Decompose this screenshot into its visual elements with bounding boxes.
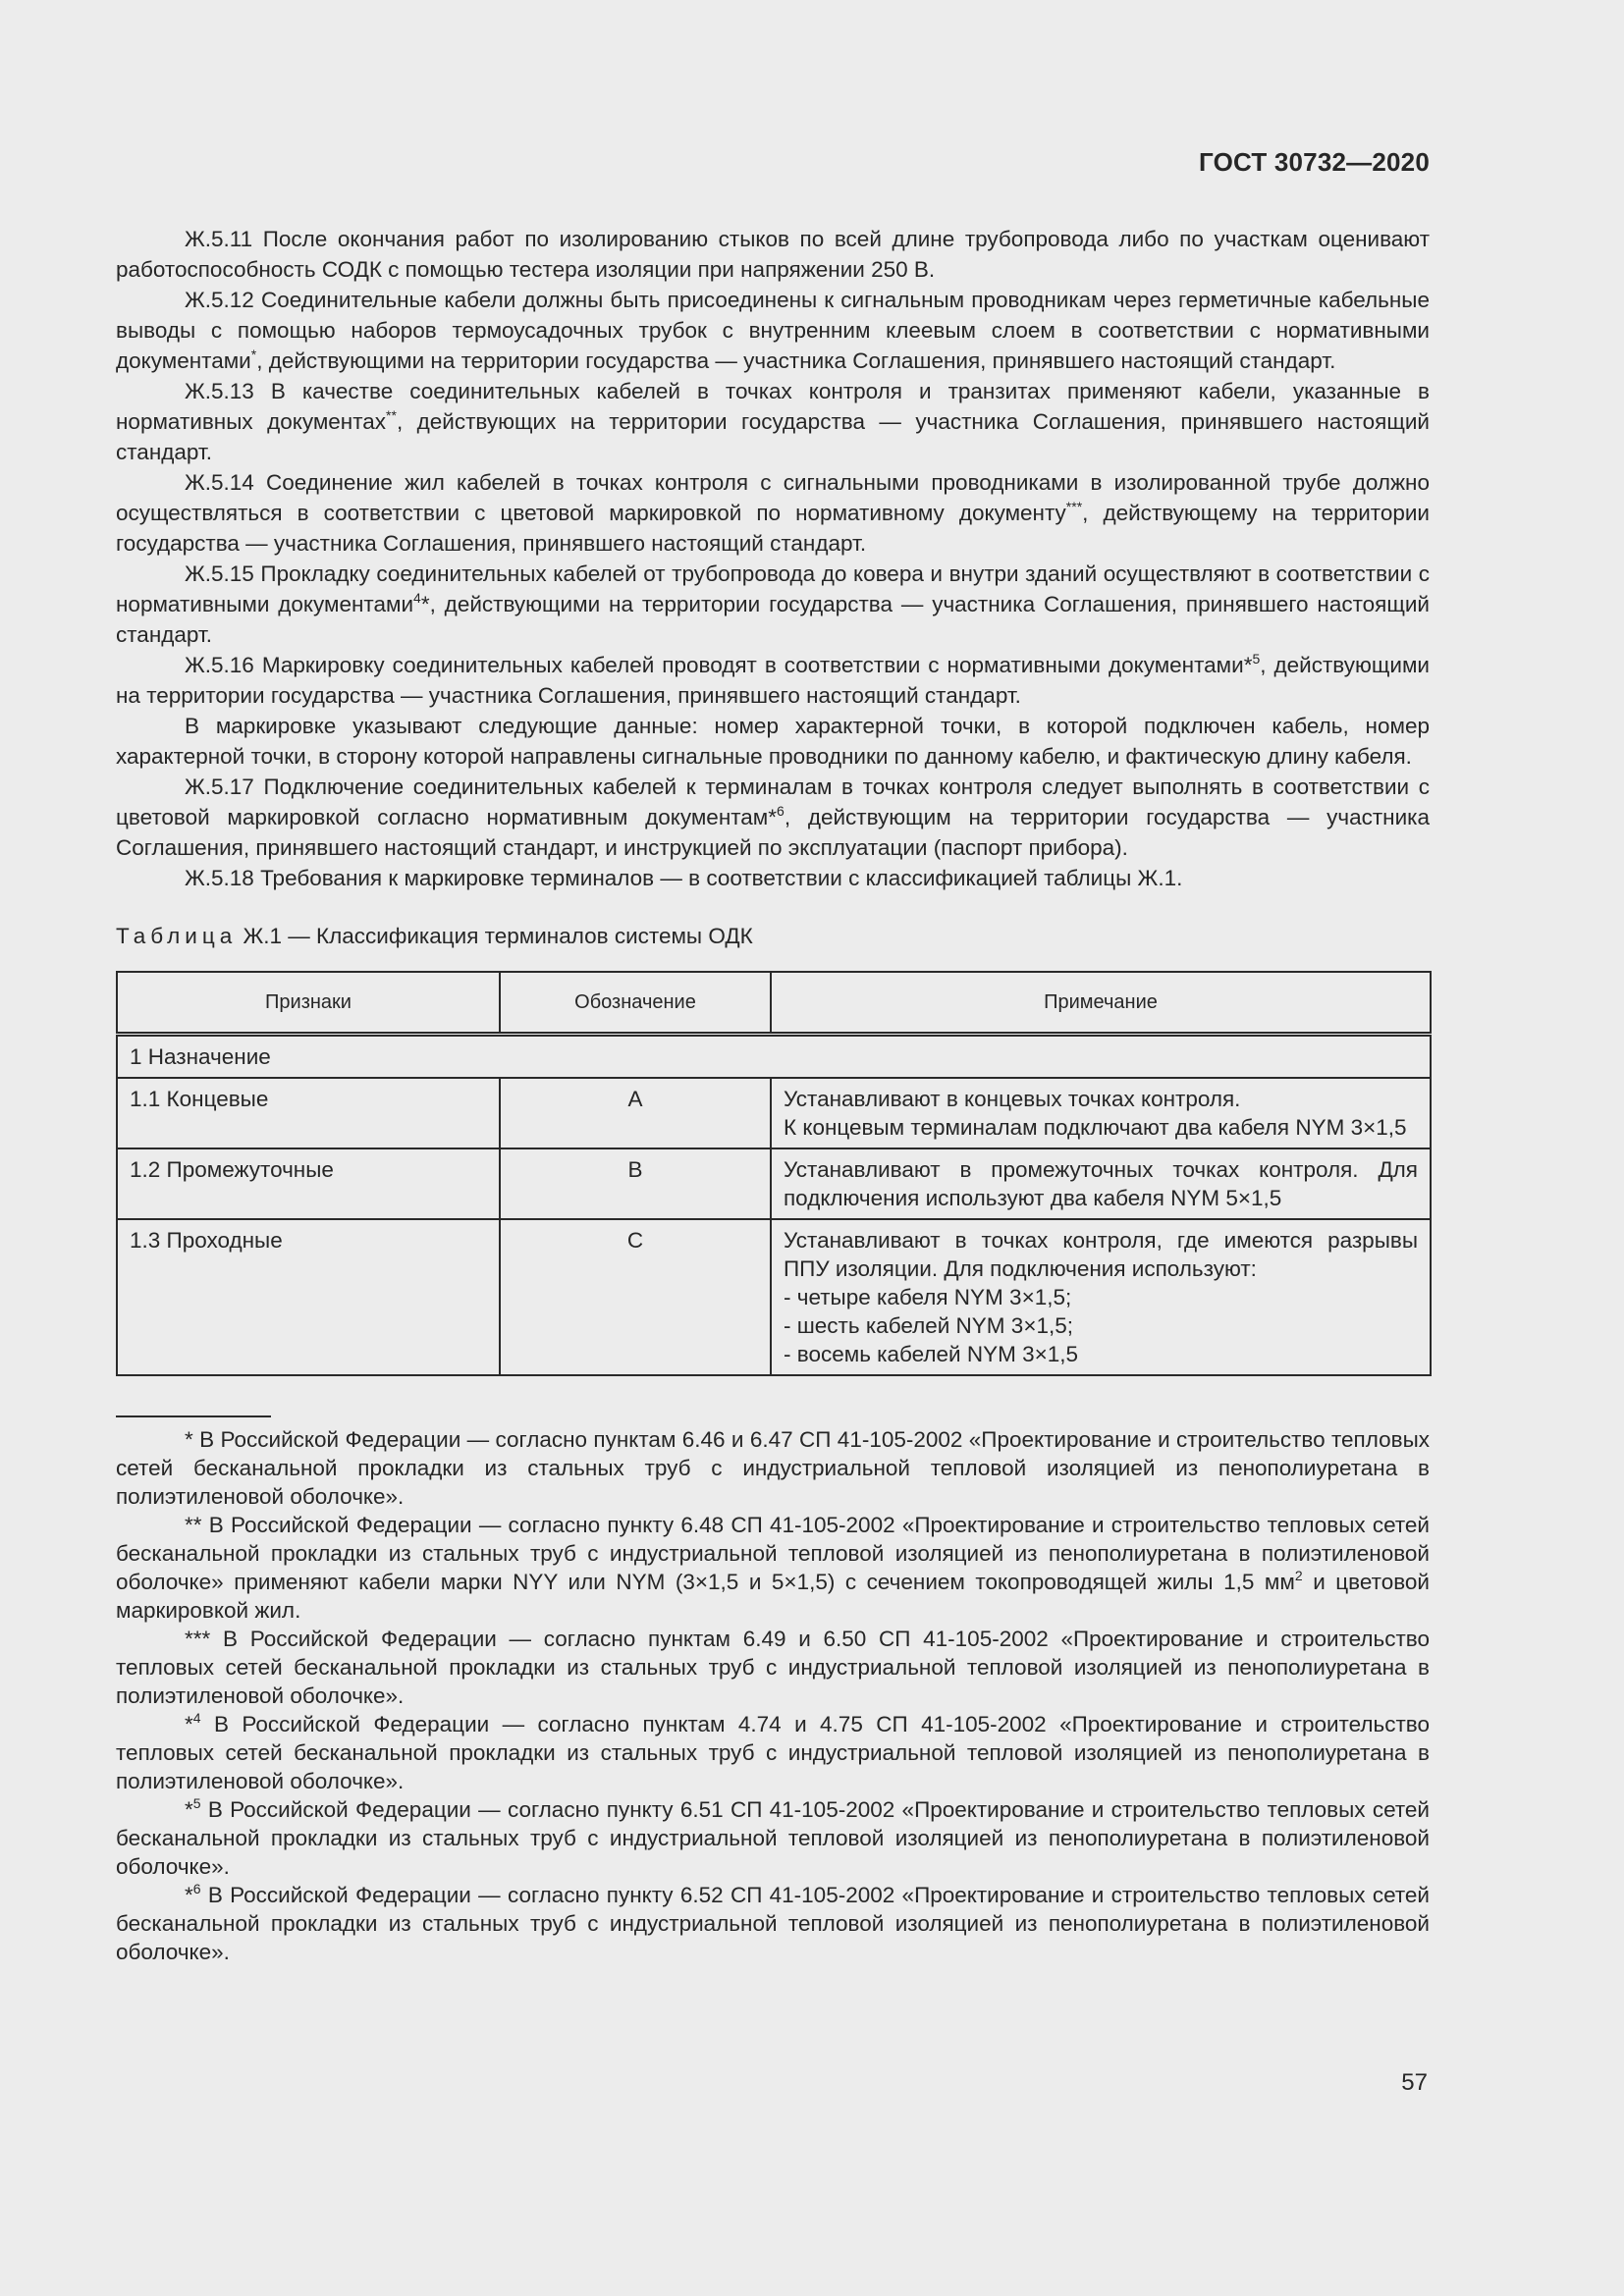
row-code: C	[500, 1219, 771, 1375]
row-note	[771, 1219, 1431, 1375]
row-note	[771, 1078, 1431, 1148]
note-line: - четыре кабеля NYM 3×1,5;	[784, 1285, 1072, 1309]
table-row	[117, 1148, 1431, 1219]
row-name: 1.2 Промежуточные	[117, 1148, 500, 1219]
paragraph-5-18: Ж.5.18 Требования к маркировке терминалов — в соответствии с классификацией таблицы Ж.1.	[185, 866, 1183, 890]
superscript: 5	[192, 1795, 201, 1811]
footnote-ref: ***	[1065, 499, 1083, 514]
footnote-2	[116, 1511, 1430, 1625]
note-line: - восемь кабелей NYM 3×1,5	[784, 1342, 1079, 1366]
paragraph-5-16	[116, 650, 1430, 711]
terminal-classification-table	[116, 971, 1432, 1376]
row-name: 1.1 Концевые	[117, 1078, 500, 1148]
footnote-6	[116, 1881, 1430, 1966]
paragraph-text: , действующим на территории государства — участника Соглашения, принявшего настоящий стандарт, и инструкцией по эксплуатации (паспорт прибора).	[116, 805, 1430, 860]
footnote-mark: *	[185, 1883, 193, 1907]
table-row	[117, 1219, 1431, 1375]
note-line: Устанавливают в промежуточных точках контроля. Для подключения используют два кабеля NYM 5×1,5	[784, 1157, 1418, 1210]
footnote-1: * В Российской Федерации — согласно пунктам 6.46 и 6.47 СП 41-105-2002 «Проектирование и строительство тепловых сетей бесканальной прокладки из стальных труб с индустриальной тепловой изоляцией из пенополиуретана в полиэтиленовой оболочке».	[116, 1427, 1430, 1509]
paragraph-text: Ж.5.14 Соединение жил кабелей в точках контроля с сигнальными проводниками в изолированной трубе должно осуществляться в соответствии с цветовой маркировкой по нормативному документу	[116, 470, 1430, 525]
footnotes	[116, 1425, 1430, 1966]
paragraph-text: , действующими на территории государства — участника Соглашения, принявшего настоящий стандарт.	[116, 653, 1430, 708]
page-content	[116, 224, 1430, 1966]
footnote-text: ** В Российской Федерации — согласно пункту 6.48 СП 41-105-2002 «Проектирование и строительство тепловых сетей бесканальной прокладки из стальных труб с индустриальной тепловой изоляцией из пенополиуретана в полиэтиленовой оболочке» применяют кабели марки NYY или NYM (3×1,5 и 5×1,5) с сечением токопроводящей жилы 1,5 мм	[116, 1513, 1430, 1594]
section-purpose: 1 Назначение	[117, 1035, 1431, 1079]
standard-title: ГОСТ 30732—2020	[1199, 147, 1430, 177]
footnote-ref: *	[250, 347, 257, 362]
footnote-text: В Российской Федерации — согласно пункту 6.52 СП 41-105-2002 «Проектирование и строительство тепловых сетей бесканальной прокладки из стальных труб с индустриальной тепловой изоляцией из пенополиуретана в полиэтиленовой оболочке».	[116, 1883, 1430, 1964]
paragraph-text: , действующему на территории государства — участника Соглашения, принявшего настоящий стандарт.	[116, 501, 1430, 556]
superscript: 4	[192, 1710, 201, 1726]
table-caption-label: Таблица	[116, 924, 238, 948]
footnote-text: В Российской Федерации — согласно пункту 6.51 СП 41-105-2002 «Проектирование и строительство тепловых сетей бесканальной прокладки из стальных труб с индустриальной тепловой изоляцией из пенополиуретана в полиэтиленовой оболочке».	[116, 1797, 1430, 1879]
footnote-text: В Российской Федерации — согласно пунктам 4.74 и 4.75 СП 41-105-2002 «Проектирование и строительство тепловых сетей бесканальной прокладки из стальных труб с индустриальной тепловой изоляцией из пенополиуретана в полиэтиленовой оболочке».	[116, 1712, 1430, 1793]
note-line: Устанавливают в точках контроля, где имеются разрывы ППУ изоляции. Для подключения используют:	[784, 1228, 1418, 1281]
footnote-ref: 6	[777, 803, 785, 819]
footnote-mark: *	[185, 1797, 193, 1822]
paragraph-5-13	[116, 376, 1430, 467]
footnote-4	[116, 1710, 1430, 1795]
row-code: B	[500, 1148, 771, 1219]
header-features: Признаки	[117, 972, 500, 1035]
paragraph-text: Ж.5.12 Соединительные кабели должны быть присоединены к сигнальным проводникам через герметичные кабельные выводы с помощью наборов термоусадочных трубок с внутренним клеевым слоем в соответствии с нормативными документами	[116, 288, 1430, 373]
paragraph-5-14	[116, 467, 1430, 559]
note-line: Устанавливают в концевых точках контроля.	[784, 1087, 1241, 1111]
paragraph-text: , действующими на территории государства — участника Соглашения, принявшего настоящий стандарт.	[256, 348, 1336, 373]
row-name: 1.3 Проходные	[117, 1219, 500, 1375]
superscript: 2	[1294, 1568, 1303, 1583]
paragraph-5-12	[116, 285, 1430, 376]
table-row	[117, 1078, 1431, 1148]
page-number: 57	[1401, 2069, 1428, 2096]
note-line: К концевым терминалам подключают два кабеля NYM 3×1,5	[784, 1115, 1407, 1140]
table-caption	[116, 921, 1430, 951]
footnote-5	[116, 1795, 1430, 1881]
footnote-ref: 4	[413, 590, 421, 606]
table-caption-text: Ж.1 — Классификация терминалов системы ОДК	[237, 924, 753, 948]
paragraph-text: Ж.5.16 Маркировку соединительных кабелей проводят в соответствии с нормативными документами*	[185, 653, 1253, 677]
footnote-text: и цветовой маркировкой жил.	[116, 1570, 1430, 1623]
paragraph-marking: В маркировке указывают следующие данные: номер характерной точки, в которой подключен кабель, номер характерной точки, в сторону которой направлены сигнальные проводники по данному кабелю, и фактическую длину кабеля.	[116, 714, 1430, 769]
footnote-ref: **	[386, 407, 397, 423]
footnote-ref: 5	[1252, 651, 1261, 667]
paragraph-text: , действующих на территории государства — участника Соглашения, принявшего настоящий стандарт.	[116, 409, 1430, 464]
footnote-3: *** В Российской Федерации — согласно пунктам 6.49 и 6.50 СП 41-105-2002 «Проектирование и строительство тепловых сетей бесканальной прокладки из стальных труб с индустриальной тепловой изоляцией из пенополиуретана в полиэтиленовой оболочке».	[116, 1627, 1430, 1708]
paragraph-text: Ж.5.15 Прокладку соединительных кабелей от трубопровода до ковера и внутри зданий осуществляют в соответствии с нормативными документами	[116, 561, 1430, 616]
superscript: 6	[192, 1881, 201, 1896]
paragraph-text: Ж.5.13 В качестве соединительных кабелей в точках контроля и транзитах применяют кабели, указанные в нормативных документах	[116, 379, 1430, 434]
paragraph-5-11: Ж.5.11 После окончания работ по изолированию стыков по всей длине трубопровода либо по участкам оценивают работоспособность СОДК с помощью тестера изоляции при напряжении 250 В.	[116, 227, 1430, 282]
footnote-mark: *	[185, 1712, 193, 1736]
table-section-row	[117, 1035, 1431, 1079]
paragraph-5-15	[116, 559, 1430, 650]
header-note: Примечание	[771, 972, 1431, 1035]
header-designation: Обозначение	[500, 972, 771, 1035]
row-note	[771, 1148, 1431, 1219]
footnote-divider	[116, 1415, 271, 1417]
row-code: A	[500, 1078, 771, 1148]
paragraph-text: *, действующими на территории государства — участника Соглашения, принявшего настоящий стандарт.	[116, 592, 1430, 647]
paragraph-text: Ж.5.17 Подключение соединительных кабелей к терминалам в точках контроля следует выполнять в соответствии с цветовой маркировкой согласно нормативным документам*	[116, 774, 1430, 829]
note-line: - шесть кабелей NYM 3×1,5;	[784, 1313, 1073, 1338]
paragraph-5-17	[116, 772, 1430, 863]
table-header-row	[117, 972, 1431, 1035]
